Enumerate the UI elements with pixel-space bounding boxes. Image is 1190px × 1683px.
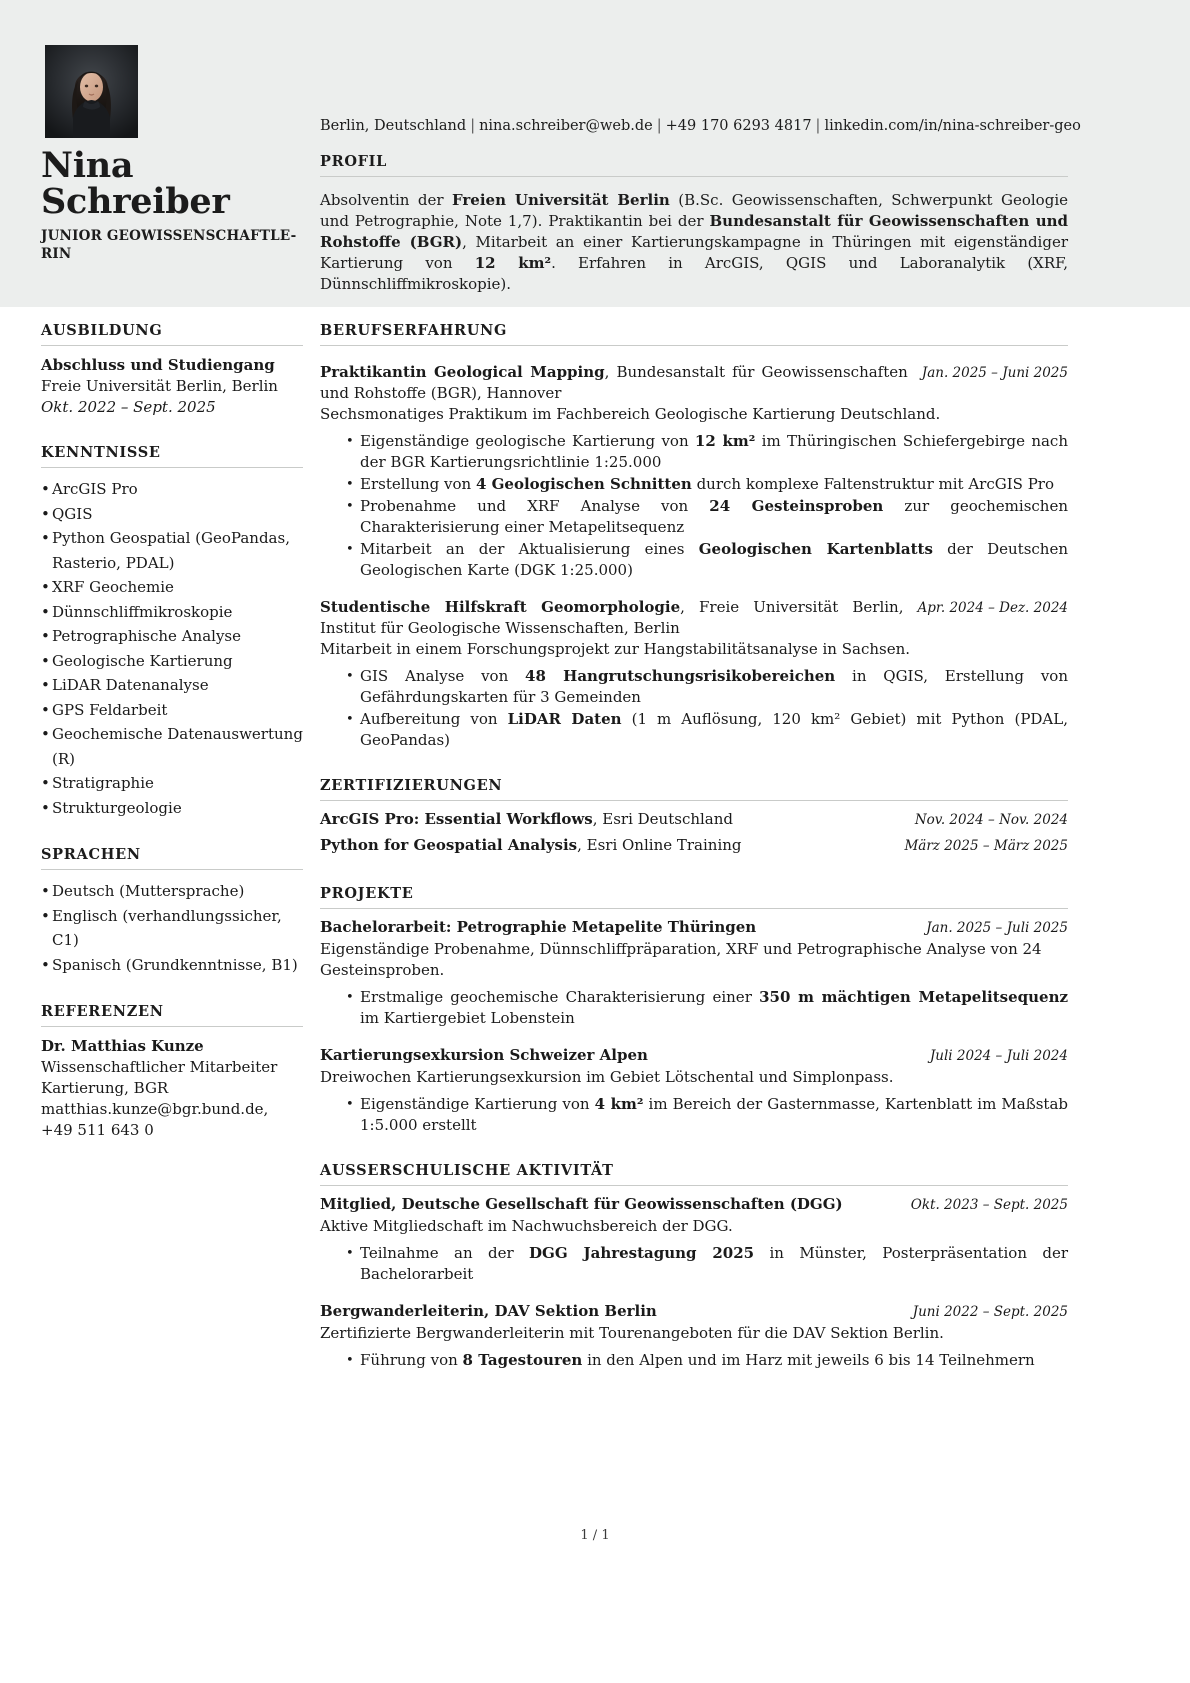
- entry-summary: Dreiwochen Kartierungsexkursion im Gebiet Lötschental und Simplonpass.: [320, 1068, 894, 1086]
- entry-heading-text: [320, 917, 912, 938]
- contact-separator: |: [470, 118, 476, 134]
- education-date: Okt. 2022 – Sept. 2025: [41, 398, 216, 416]
- profile-section-header: [320, 153, 1068, 177]
- entry-bullet: • Eigenständige Kartierung von 4 km² im Bereich der Gasternmasse, Kartenblatt im Maßstab 1:5.000 erstellt: [346, 1094, 1068, 1136]
- extracurricular-entries: [320, 1194, 1068, 1371]
- language-item: • Englisch (verhandlungssicher, C1): [41, 904, 303, 953]
- page-footer: [0, 1528, 1190, 1543]
- skill-item: • QGIS: [41, 502, 303, 527]
- entry-bullet: • Mitarbeit an der Aktualisierung eines Geologischen Kartenblatts der Deutschen Geologischen Karte (DGK 1:25.000): [346, 539, 1068, 581]
- section-divider: [41, 345, 303, 346]
- entry-bullet-list: [320, 1350, 1068, 1371]
- skill-item: • ArcGIS Pro: [41, 477, 303, 502]
- skill-item: • Python Geospatial (GeoPandas, Rasterio, PDAL): [41, 526, 303, 575]
- entry-heading-text: [320, 597, 904, 639]
- education-degree: Abschluss und Studiengang: [41, 356, 275, 374]
- entry-bullet: • Teilnahme an der DGG Jahrestagung 2025 in Münster, Posterpräsentation der Bachelorarbeit: [346, 1243, 1068, 1285]
- education-item: [41, 355, 303, 418]
- skill-item: • GPS Feldarbeit: [41, 698, 303, 723]
- certification-date: Nov. 2024 – Nov. 2024: [914, 812, 1068, 828]
- resume-entry: [320, 362, 1068, 581]
- page-indicator: 1 / 1: [580, 1528, 610, 1543]
- experience-entries: [320, 362, 1068, 751]
- entry-heading-text: [320, 1045, 916, 1066]
- main-section-certifications: [320, 777, 1068, 859]
- certification-row: [320, 833, 1068, 859]
- entry-date: Apr. 2024 – Dez. 2024: [917, 600, 1068, 616]
- entry-bullet-list: [320, 1243, 1068, 1285]
- reference-contact[interactable]: matthias.kunze@bgr.bund.de, +49 511 643 0: [41, 1100, 269, 1139]
- skill-item: • LiDAR Datenanalyse: [41, 673, 303, 698]
- entry-header: [320, 597, 1068, 639]
- skill-item: • Geologische Kartierung: [41, 649, 303, 674]
- entry-bullet: • Erstmalige geochemische Charakterisierung einer 350 m mächtigen Metapelitsequenz im Kartiergebiet Lobenstein: [346, 987, 1068, 1029]
- contact-phone[interactable]: +49 170 6293 4817: [665, 118, 812, 134]
- skills-section-title: KENNTNISSE: [41, 444, 161, 461]
- languages-section-title: SPRACHEN: [41, 846, 141, 863]
- certification-date: März 2025 – März 2025: [904, 838, 1068, 854]
- education-school: Freie Universität Berlin, Berlin: [41, 377, 278, 395]
- certification-rows: [320, 807, 1068, 859]
- sidebar: [41, 322, 303, 1167]
- entry-date: Okt. 2023 – Sept. 2025: [910, 1197, 1068, 1213]
- skill-item: • Stratigraphie: [41, 771, 303, 796]
- entry-title: Mitglied, Deutsche Gesellschaft für Geowissenschaften (DGG): [320, 1195, 843, 1213]
- entry-bullet-list: [320, 987, 1068, 1029]
- skill-item: • Strukturgeologie: [41, 796, 303, 821]
- entry-title: Bergwanderleiterin, DAV Sektion Berlin: [320, 1302, 657, 1320]
- certification-name: ArcGIS Pro: Essential Workflows: [320, 810, 593, 828]
- contact-separator: |: [815, 118, 821, 134]
- entry-bullet: • Führung von 8 Tagestouren in den Alpen und im Harz mit jeweils 6 bis 14 Teilnehmern: [346, 1350, 1068, 1371]
- entry-header: [320, 1194, 1068, 1216]
- entry-date: Juli 2024 – Juli 2024: [929, 1048, 1068, 1064]
- experience-section-title: BERUFSERFAHRUNG: [320, 322, 508, 339]
- entry-title: Bachelorarbeit: Petrographie Metapelite Thüringen: [320, 918, 757, 936]
- resume-entry: [320, 917, 1068, 1029]
- project-entries: [320, 917, 1068, 1136]
- certification-row: [320, 807, 1068, 833]
- skill-item: • XRF Geochemie: [41, 575, 303, 600]
- reference-item: [41, 1036, 303, 1141]
- certification-name: Python for Geospatial Analysis: [320, 836, 578, 854]
- resume-entry: [320, 1194, 1068, 1285]
- entry-bullet-list: [320, 431, 1068, 581]
- contact-location: Berlin, Deutschland: [320, 118, 467, 134]
- entry-bullet: • GIS Analyse von 48 Hangrutschungsrisikobereichen in QGIS, Erstellung von Gefährdungskarten für 3 Gemeinden: [346, 666, 1068, 708]
- entry-bullet: • Eigenständige geologische Kartierung von 12 km² im Thüringischen Schiefergebirge nach der BGR Kartierungsrichtlinie 1:25.000: [346, 431, 1068, 473]
- section-divider: [41, 467, 303, 468]
- contact-line: [320, 117, 1081, 135]
- entry-header: [320, 362, 1068, 404]
- entry-header: [320, 1045, 1068, 1067]
- resume-entry: [320, 1301, 1068, 1371]
- section-divider: [41, 869, 303, 870]
- resume-entry: [320, 597, 1068, 751]
- name-block: [41, 145, 303, 263]
- entry-org: , Bundesanstalt für Geowissenschaften und Rohstoffe (BGR), Hannover: [320, 363, 908, 402]
- reference-name: Dr. Matthias Kunze: [41, 1037, 204, 1055]
- references-section-title: REFERENZEN: [41, 1003, 164, 1020]
- language-item: • Deutsch (Muttersprache): [41, 879, 303, 904]
- certification-name-line: [320, 833, 742, 858]
- section-divider: [41, 1026, 303, 1027]
- skill-item: • Geochemische Datenauswertung (R): [41, 722, 303, 771]
- entry-title: Praktikantin Geological Mapping: [320, 363, 605, 381]
- section-divider: [320, 176, 1068, 177]
- skill-item: • Dünnschliffmikroskopie: [41, 600, 303, 625]
- certification-name-line: [320, 807, 733, 832]
- main-section-extracurricular: [320, 1162, 1068, 1371]
- entry-heading-text: [320, 1194, 897, 1215]
- contact-email[interactable]: nina.schreiber@web.de: [479, 118, 653, 134]
- entry-date: Jan. 2025 – Juli 2025: [926, 920, 1068, 936]
- entry-org: , Freie Universität Berlin, Institut für Geologische Wissenschaften, Berlin: [320, 598, 904, 637]
- reference-role: Wissenschaftlicher Mitarbeiter Kartierung, BGR: [41, 1058, 278, 1097]
- entry-bullet: • Probenahme und XRF Analyse von 24 Gesteinsproben zur geochemischen Charakterisierung einer Metapelitsequenz: [346, 496, 1068, 538]
- resume-entry: [320, 1045, 1068, 1136]
- entry-header: [320, 917, 1068, 939]
- entry-title: Kartierungsexkursion Schweizer Alpen: [320, 1046, 648, 1064]
- languages-list: [41, 879, 303, 977]
- entry-date: Juni 2022 – Sept. 2025: [912, 1304, 1068, 1320]
- profile-photo: [45, 45, 138, 138]
- contact-linkedin[interactable]: linkedin.com/in/nina-schreiber-geo: [824, 118, 1081, 134]
- contact-separator: |: [656, 118, 662, 134]
- entry-date: Jan. 2025 – Juni 2025: [921, 365, 1068, 381]
- entry-summary: Zertifizierte Bergwanderleiterin mit Tourenangeboten für die DAV Sektion Berlin.: [320, 1324, 944, 1342]
- sidebar-section-languages: [41, 846, 303, 977]
- sidebar-section-education: [41, 322, 303, 418]
- person-name: Nina Schreiber: [41, 145, 230, 222]
- skills-list: [41, 477, 303, 820]
- main-section-projects: [320, 885, 1068, 1136]
- certifications-section-title: ZERTIFIZIERUNGEN: [320, 777, 503, 794]
- education-section-title: AUSBILDUNG: [41, 322, 163, 339]
- projects-section-title: PROJEKTE: [320, 885, 414, 902]
- main-column: [320, 322, 1068, 1397]
- certification-issuer: , Esri Online Training: [577, 836, 742, 854]
- entry-bullet-list: [320, 666, 1068, 751]
- entry-summary: Sechsmonatiges Praktikum im Fachbereich Geologische Kartierung Deutschland.: [320, 405, 941, 423]
- entry-summary: Mitarbeit in einem Forschungsprojekt zur Hangstabilitätsanalyse in Sachsen.: [320, 640, 911, 658]
- entry-bullet: • Aufbereitung von LiDAR Daten (1 m Auflösung, 120 km² Gebiet) mit Python (PDAL, GeoPandas): [346, 709, 1068, 751]
- entry-header: [320, 1301, 1068, 1323]
- sidebar-section-references: [41, 1003, 303, 1141]
- profile-text: Absolventin der Freien Universität Berlin (B.Sc. Geowissenschaften, Schwerpunkt Geologie und Petrographie, Note 1,7). Praktikantin bei der Bundesanstalt für Geowissenschaften und Rohstoffe (BGR), Mitarbeit an einer Kartierungskampagne in Thüringen mit eigenständiger Kartierung von 12 km². Erfahren in ArcGIS, QGIS und Laboranalytik (XRF, Dünnschliffmikroskopie).: [320, 191, 1069, 293]
- entry-heading-text: [320, 1301, 899, 1322]
- profile-section-title: PROFIL: [320, 153, 388, 170]
- certification-issuer: , Esri Deutschland: [592, 810, 734, 828]
- skill-item: • Petrographische Analyse: [41, 624, 303, 649]
- main-section-experience: [320, 322, 1068, 751]
- extracurricular-section-title: AUSSERSCHULISCHE AKTIVITÄT: [320, 1162, 614, 1179]
- entry-summary: Eigenständige Probenahme, Dünnschliffpräparation, XRF und Petrographische Analyse von 24 Gesteinsproben.: [320, 940, 1042, 979]
- entry-bullet-list: [320, 1094, 1068, 1136]
- language-item: • Spanisch (Grundkenntnisse, B1): [41, 953, 303, 978]
- entry-title: Studentische Hilfskraft Geomorphologie: [320, 598, 681, 616]
- entry-summary: Aktive Mitgliedschaft im Nachwuchsbereich der DGG.: [320, 1217, 733, 1235]
- sidebar-section-skills: [41, 444, 303, 820]
- entry-heading-text: [320, 362, 908, 404]
- entry-bullet: • Erstellung von 4 Geologischen Schnitten durch komplexe Faltenstruktur mit ArcGIS Pro: [346, 474, 1068, 495]
- job-title: JUNIOR GEOWISSENSCHAFTLE-RIN: [41, 228, 297, 262]
